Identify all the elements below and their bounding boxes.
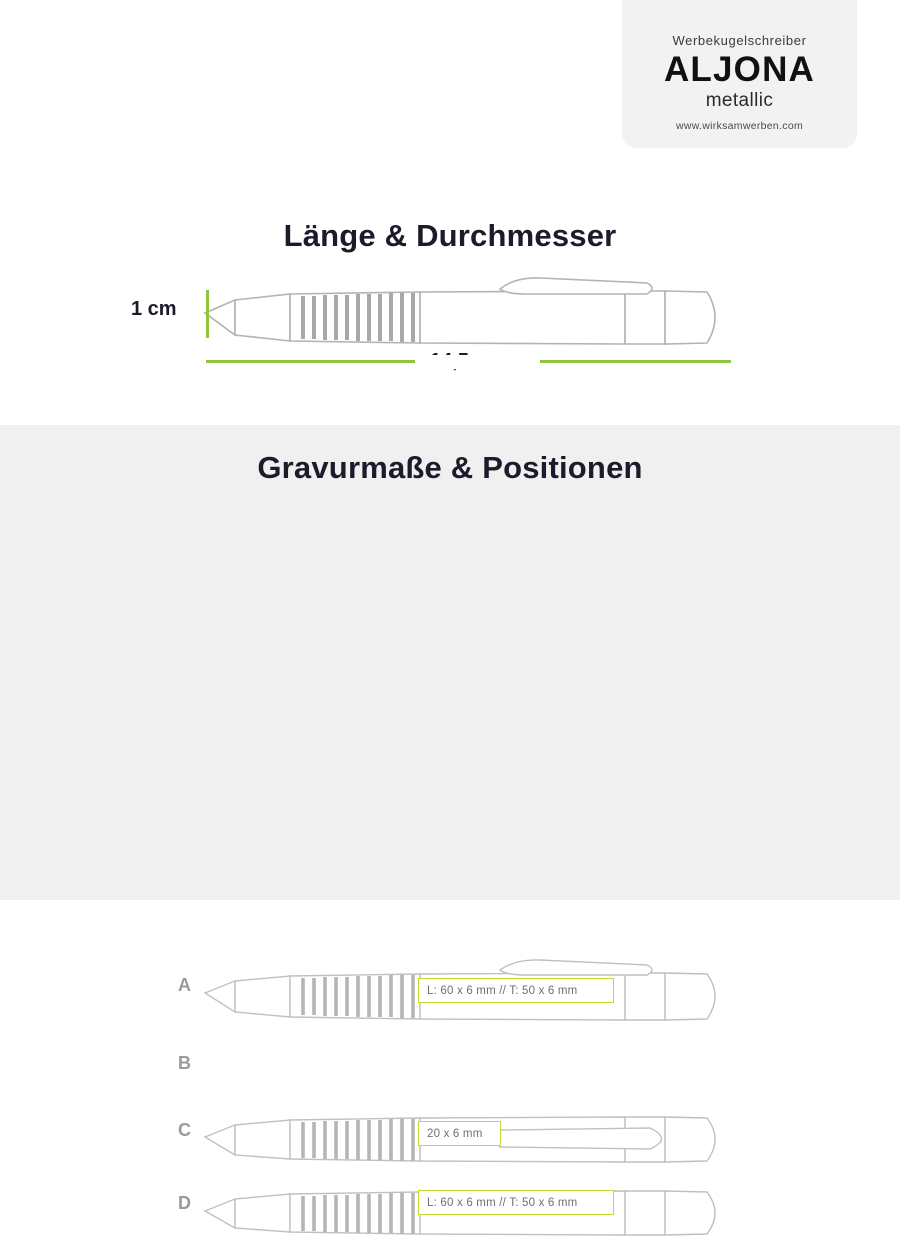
row-label-d: D bbox=[178, 1193, 191, 1213]
row-label-c: C bbox=[178, 1120, 191, 1140]
diameter-label: 1 cm bbox=[131, 298, 177, 320]
logo-variant: metallic bbox=[705, 89, 774, 111]
engraving-box-d bbox=[418, 1190, 614, 1215]
page-title-engraving: Gravurmaße & Positionen bbox=[257, 450, 643, 485]
row-label-b: B bbox=[178, 1053, 191, 1073]
logo-website-url: www.wirksamwerben.com bbox=[675, 119, 804, 132]
length-measure-gap bbox=[415, 355, 540, 369]
engraving-box-c bbox=[418, 1121, 501, 1146]
engraving-section bbox=[0, 425, 900, 1213]
logo-kicker: Werbekugelschreiber bbox=[672, 33, 807, 48]
engraving-spec-d: L: 60 x 6 mm // T: 50 x 6 mm bbox=[427, 1196, 578, 1209]
engraving-spec-a: L: 60 x 6 mm // T: 50 x 6 mm bbox=[427, 984, 578, 997]
logo-brand-name: ALJONA bbox=[663, 50, 816, 89]
engraving-box-a bbox=[418, 978, 614, 1003]
diameter-measure-bar bbox=[206, 290, 209, 338]
engraving-spec-c: 20 x 6 mm bbox=[427, 1127, 483, 1140]
row-label-a: A bbox=[178, 975, 191, 995]
page-title-dimensions: Länge & Durchmesser bbox=[283, 218, 617, 253]
brand-logo-badge bbox=[622, 0, 857, 148]
